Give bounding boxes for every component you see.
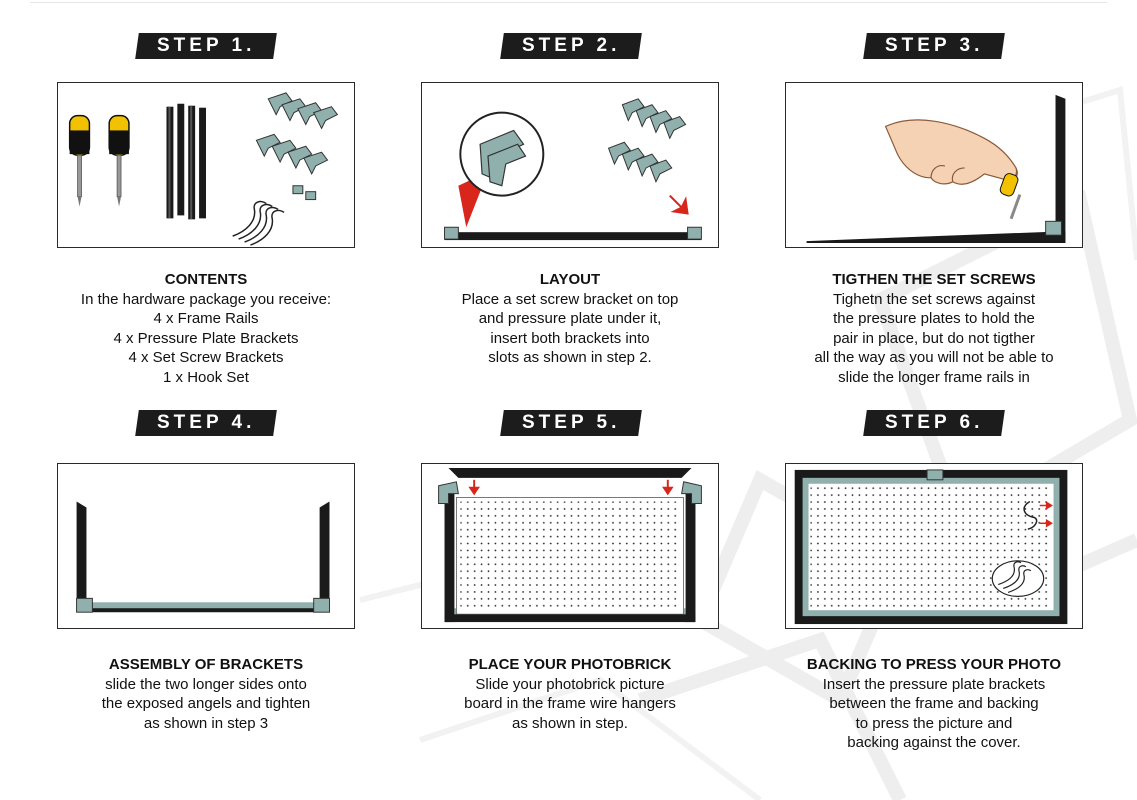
step-5-description (400, 655, 740, 733)
step-3-illustration (785, 82, 1083, 248)
step-2-line: and pressure plate under it, (478, 310, 662, 328)
step-2-line: slots as shown in step 2. (488, 349, 652, 367)
step-5-banner (500, 410, 642, 436)
frame-rail-icon (166, 104, 206, 220)
bracket-icon (927, 470, 943, 480)
step-6-label: STEP 6. (884, 412, 984, 433)
step-2-banner (500, 33, 642, 59)
hook-icon (992, 561, 1043, 597)
step-6-line: backing against the cover. (847, 734, 1021, 752)
step-5-line: board in the frame wire hangers (464, 695, 676, 713)
step-2-description (400, 270, 740, 368)
step-3-description (764, 270, 1104, 388)
step-1-description (36, 270, 376, 388)
step-3-line: slide the longer frame rails in (838, 368, 1030, 386)
step-1-label: STEP 1. (156, 35, 256, 56)
step-1-line: 1 x Hook Set (163, 368, 249, 386)
bracket-icon (256, 93, 337, 200)
step-4-label: STEP 4. (156, 412, 256, 433)
step-3-line: all the way as you will not be able to (814, 349, 1054, 367)
step-4-description (36, 655, 376, 733)
step-1-line: 4 x Pressure Plate Brackets (113, 329, 299, 347)
step-6-banner (863, 410, 1005, 436)
screwdriver-icon (70, 116, 90, 207)
top-rule (30, 2, 1107, 3)
hook-icon (233, 202, 284, 245)
step-1-title: CONTENTS (164, 271, 248, 288)
step-3-label: STEP 3. (884, 35, 984, 56)
photo-board-texture (460, 502, 679, 611)
step-6-illustration (785, 463, 1083, 629)
step-5-title: PLACE YOUR PHOTOBRICK (468, 656, 672, 673)
step-1-illustration (57, 82, 355, 248)
step-2-illustration (421, 82, 719, 248)
hand-icon (886, 120, 1018, 184)
screwdriver-icon (109, 116, 129, 207)
step-3-title: TIGTHEN THE SET SCREWS (832, 271, 1036, 288)
step-2-line: Place a set screw bracket on top (461, 290, 679, 308)
step-4-illustration (57, 463, 355, 629)
step-6-line: to press the picture and (855, 714, 1013, 732)
step-5-line: as shown in step. (512, 714, 628, 732)
step-1-line: In the hardware package you receive: (80, 290, 332, 308)
step-4-line: as shown in step 3 (143, 714, 269, 732)
step-5-illustration (421, 463, 719, 629)
step-3-banner (863, 33, 1005, 59)
step-3-line: the pressure plates to hold the (833, 310, 1035, 328)
step-5-label: STEP 5. (521, 412, 621, 433)
step-4-banner (135, 410, 277, 436)
frame-rail-icon (77, 502, 330, 613)
step-2-line: insert both brackets into (490, 329, 650, 347)
step-6-line: between the frame and backing (829, 695, 1039, 713)
step-2-title: LAYOUT (539, 271, 601, 288)
step-6-description (764, 655, 1104, 753)
bracket-icon (609, 99, 686, 182)
step-3-line: Tighetn the set screws against (832, 290, 1036, 308)
step-1-line: 4 x Frame Rails (153, 310, 259, 328)
step-2-label: STEP 2. (521, 35, 621, 56)
step-5-line: Slide your photobrick picture (475, 675, 665, 693)
step-6-title: BACKING TO PRESS YOUR PHOTO (806, 656, 1062, 673)
arrow-icon (470, 480, 672, 494)
step-3-line: pair in place, but do not tigther (833, 329, 1035, 347)
arrow-icon (670, 196, 688, 214)
step-1-banner (135, 33, 277, 59)
step-4-title: ASSEMBLY OF BRACKETS (108, 656, 304, 673)
frame-rail-icon (445, 227, 702, 240)
step-4-line: slide the two longer sides onto (105, 675, 307, 693)
step-4-line: the exposed angels and tighten (101, 695, 311, 713)
step-1-line: 4 x Set Screw Brackets (128, 349, 284, 367)
step-6-line: Insert the pressure plate brackets (822, 675, 1046, 693)
